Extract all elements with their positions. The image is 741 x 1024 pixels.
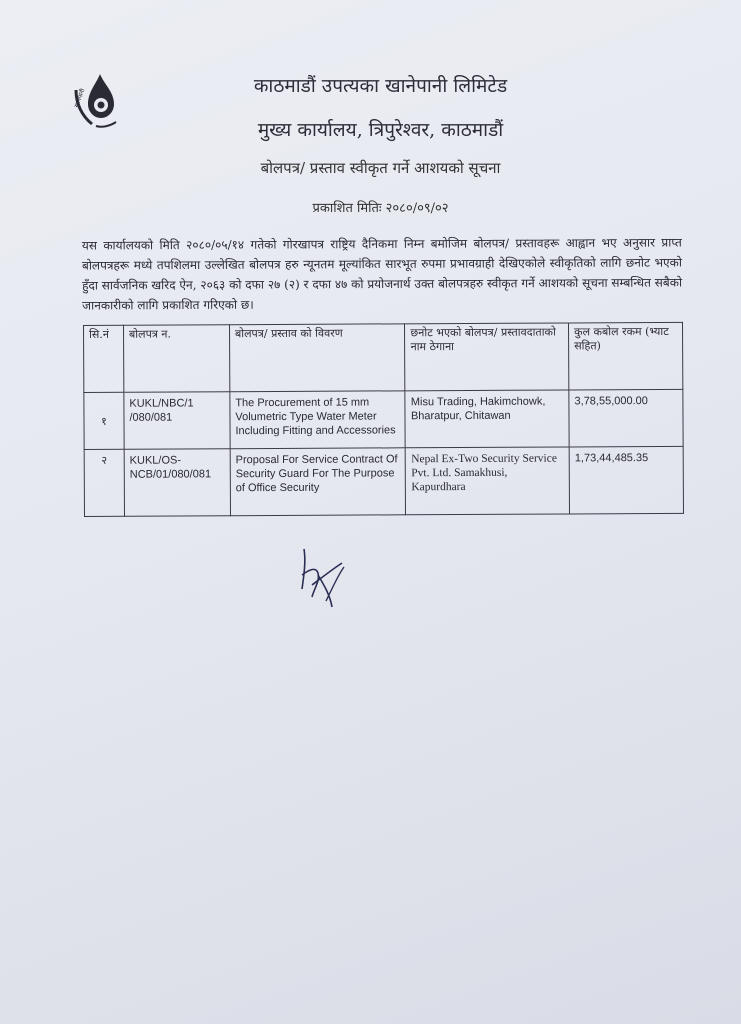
row-serial: १ (84, 392, 124, 449)
header-amount: कुल कबोल रकम (भ्याट सहित) (569, 322, 683, 390)
row-bid-number: KUKL/OS-NCB/01/080/081 (124, 449, 230, 517)
row-description: The Procurement of 15 mm Volumetric Type Water Meter Including Fitting and Accessories (230, 391, 406, 449)
table-row (84, 446, 683, 516)
row-serial: २ (84, 449, 124, 516)
row-amount: 3,78,55,000.00 (569, 389, 683, 447)
notice-title: बोलपत्र/ प्रस्ताव स्वीकृत गर्ने आशयको सूचना (260, 159, 501, 177)
row-amount: 1,73,44,485.35 (569, 446, 683, 514)
logo-text: खानेपानी (73, 87, 87, 109)
notice-paragraph: यस कार्यालयको मिति २०८०/०५/१४ गतेको गोरखापत्र राष्ट्रिय दैनिकमा निम्न बमोजिम बोलपत्र/ प्रस्तावहरू आह्वान भए अनुसार प्राप्त बोलपत्रहरू मध्ये तपशिलमा उल्लेखित बोलपत्र हरु न्यूनतम मूल्यांकित सारभूत रुपमा प्रभावग्राही देखिएकोले स्वीकृतिको लागि छनोट भएको हुँदा सार्वजनिक खरिद ऐन, २०६३ को दफा २७ (२) र दफा ४७ को प्रयोजनार्थ उक्त बोलपत्रहरु स्वीकृत गर्ने आशयको सूचना सम्बन्धित सबैको जानकारीको लागि प्रकाशित गरिएको छ। (81, 235, 683, 313)
handwritten-signature-icon (292, 545, 352, 615)
header-description: बोलपत्र/ प्रस्ताव को विवरण (229, 324, 405, 392)
header-bidder: छनोट भएको बोलपत्र/ प्रस्तावदाताको नाम ठेगाना (405, 323, 569, 391)
row-bidder: Nepal Ex-Two Security Service Pvt. Ltd. Samakhusi, Kapurdhara (406, 447, 570, 515)
published-date: प्रकाशित मितिः २०८०/०९/०२ (312, 201, 449, 216)
table-header-row (84, 322, 683, 392)
table-row (84, 389, 683, 449)
row-bidder: Misu Trading, Hakimchowk, Bharatpur, Chitawan (405, 390, 569, 448)
office-address: मुख्य कार्यालय, त्रिपुरेश्वर, काठमाडौं (257, 119, 504, 141)
row-bid-number: KUKL/NBC/1 /080/081 (124, 392, 230, 450)
bid-table (83, 322, 684, 517)
header-serial: सि.नं (84, 325, 124, 392)
organization-name: काठमाडौं उपत्यका खानेपानी लिमिटेड (253, 75, 508, 97)
header-bid-number: बोलपत्र न. (123, 325, 229, 393)
row-description: Proposal For Service Contract Of Security Guard For The Purpose of Office Security (230, 448, 406, 516)
